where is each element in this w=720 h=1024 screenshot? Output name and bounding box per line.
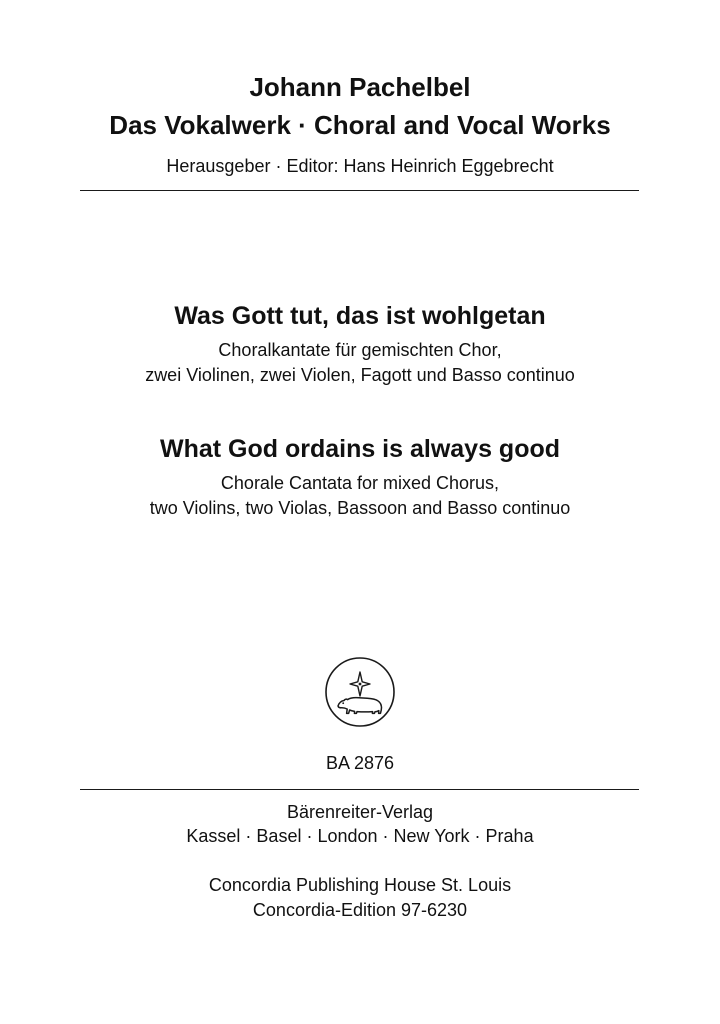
work-subtitle-german-line2: zwei Violinen, zwei Violen, Fagott und Basso continuo [145, 365, 575, 385]
publisher-name: Bärenreiter-Verlag [286, 802, 434, 822]
top-divider [80, 190, 639, 191]
baerenreiter-logo-icon [324, 656, 396, 728]
edition-number: Concordia-Edition 97-6230 [252, 900, 468, 920]
composer-name: Johann Pachelbel [249, 72, 471, 102]
work-subtitle-german-line1: Choralkantate für gemischten Chor, [218, 340, 502, 360]
work-title-english: What God ordains is always good [159, 435, 561, 463]
work-subtitle-english-line1: Chorale Cantata for mixed Chorus, [220, 473, 500, 493]
editor-line: Herausgeber · Editor: Hans Heinrich Eggebrecht [166, 156, 554, 176]
work-title-german: Was Gott tut, das ist wohlgetan [174, 302, 546, 330]
catalog-number: BA 2876 [325, 753, 395, 773]
work-subtitle-english-line2: two Violins, two Violas, Bassoon and Basso continuo [149, 498, 571, 518]
bottom-divider [80, 789, 639, 790]
copublisher-name: Concordia Publishing House St. Louis [208, 875, 512, 895]
publisher-cities: Kassel · Basel · London · New York · Praha [186, 826, 534, 846]
series-title: Das Vokalwerk · Choral and Vocal Works [109, 110, 611, 140]
